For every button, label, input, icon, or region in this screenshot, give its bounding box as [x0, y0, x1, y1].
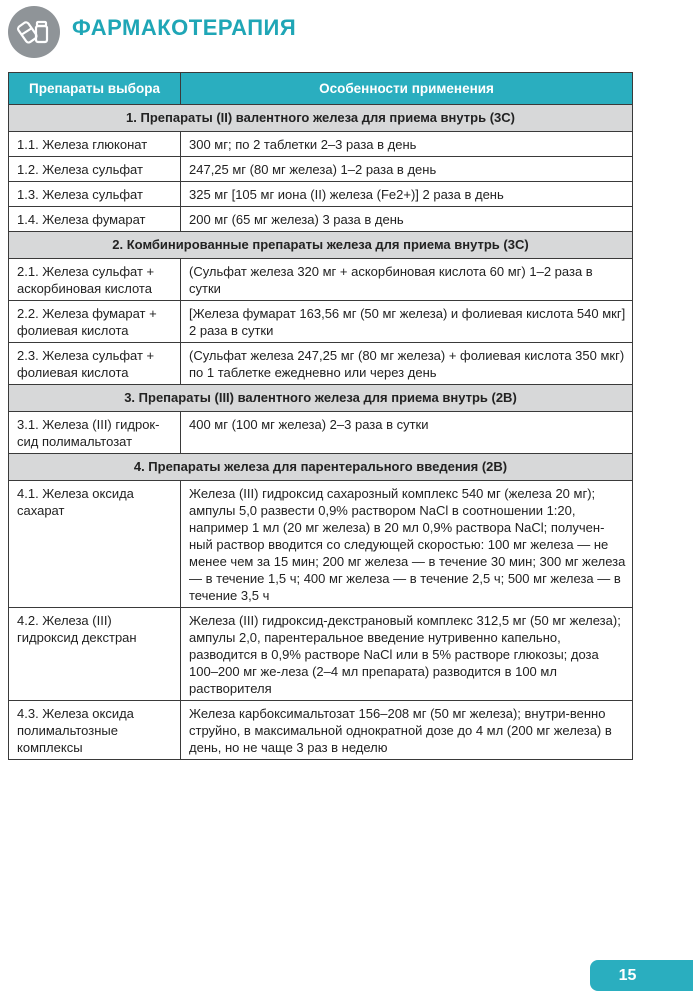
drug-name: 4.2. Железа (III) гидроксид декстран [9, 608, 181, 701]
section-title: 1. Препараты (II) валентного железа для приема внутрь (3С) [9, 105, 633, 132]
table-row [9, 701, 633, 760]
drug-usage: 200 мг (65 мг железа) 3 раза в день [181, 207, 633, 232]
table-row [9, 412, 633, 454]
drug-name: 1.4. Железа фумарат [9, 207, 181, 232]
drug-usage: (Сульфат железа 320 мг + аскорбиновая кислота 60 мг) 1–2 раза в сутки [181, 259, 633, 301]
section-row [9, 105, 633, 132]
section-title: 3. Препараты (III) валентного железа для приема внутрь (2В) [9, 385, 633, 412]
table-row [9, 608, 633, 701]
table-row [9, 343, 633, 385]
page-header [0, 0, 693, 62]
drug-name: 2.1. Железа сульфат + аскорбиновая кислота [9, 259, 181, 301]
table-row [9, 259, 633, 301]
table-row [9, 481, 633, 608]
drug-usage: Железа (III) гидроксид-декстрановый комплекс 312,5 мг (50 мг железа); ампулы 2,0, парентеральное введение нутривенно капельно, разводится в 0,9% растворе NaCl или в 5% растворе глюкозы; доза 100–200 мг же-леза (2–4 мл препарата) разводится в 100 мл растворителя [181, 608, 633, 701]
drug-usage: 300 мг; по 2 таблетки 2–3 раза в день [181, 132, 633, 157]
table-row [9, 207, 633, 232]
drug-usage: Железа карбоксимальтозат 156–208 мг (50 мг железа); внутри-венно струйно, в максимальной однократной дозе до 4 мл (200 мг железа) в день, но не чаще 3 раз в неделю [181, 701, 633, 760]
drug-usage: 325 мг [105 мг иона (II) железа (Fe2+)] 2 раза в день [181, 182, 633, 207]
section-title: 2. Комбинированные препараты железа для приема внутрь (3С) [9, 232, 633, 259]
drug-usage: 247,25 мг (80 мг железа) 1–2 раза в день [181, 157, 633, 182]
column-header-drugs: Препараты выбора [9, 73, 181, 105]
drug-name: 4.1. Железа оксида сахарат [9, 481, 181, 608]
drug-usage: [Железа фумарат 163,56 мг (50 мг железа) и фолиевая кислота 540 мкг] 2 раза в сутки [181, 301, 633, 343]
section-title: 4. Препараты железа для парентерального введения (2В) [9, 454, 633, 481]
drug-table [8, 72, 633, 760]
drug-name: 2.3. Железа сульфат + фолиевая кислота [9, 343, 181, 385]
drug-name: 3.1. Железа (III) гидрок-сид полимальтозат [9, 412, 181, 454]
drug-usage: 400 мг (100 мг железа) 2–3 раза в сутки [181, 412, 633, 454]
column-header-usage: Особенности применения [181, 73, 633, 105]
drug-name: 4.3. Железа оксида полимальтозные комплексы [9, 701, 181, 760]
table-row [9, 301, 633, 343]
page-number: 15 [618, 966, 637, 984]
section-row [9, 232, 633, 259]
table-header-row [9, 73, 633, 105]
drug-usage: Железа (III) гидроксид сахарозный комплекс 540 мг (железа 20 мг); ампулы 5,0 развести 0,9% раствором NaCl в соотношении 1:20, например 1 мл (20 мг железа) в 20 мл 0,9% раствора NaCl; получен-ный раствор вводится со следующей скоростью: 100 мг железа — не менее чем за 15 мин; 200 мг железа — в течение 30 мин; 300 мг железа — в течение 1,5 ч; 400 мг железа — в течение 2,5 ч; 500 мг железа — в течение 3,5 ч [181, 481, 633, 608]
drug-name: 1.3. Железа сульфат [9, 182, 181, 207]
section-row [9, 385, 633, 412]
drug-usage: (Сульфат железа 247,25 мг (80 мг железа) + фолиевая кислота 350 мкг) по 1 таблетке ежедневно или через день [181, 343, 633, 385]
page-title: ФАРМАКОТЕРАПИЯ [72, 15, 297, 40]
pills-bottle-icon [8, 6, 60, 58]
drug-name: 1.2. Железа сульфат [9, 157, 181, 182]
table-row [9, 182, 633, 207]
table-row [9, 157, 633, 182]
table-row [9, 132, 633, 157]
section-row [9, 454, 633, 481]
page-number-tab [590, 960, 693, 991]
drug-name: 2.2. Железа фумарат + фолиевая кислота [9, 301, 181, 343]
drug-name: 1.1. Железа глюконат [9, 132, 181, 157]
